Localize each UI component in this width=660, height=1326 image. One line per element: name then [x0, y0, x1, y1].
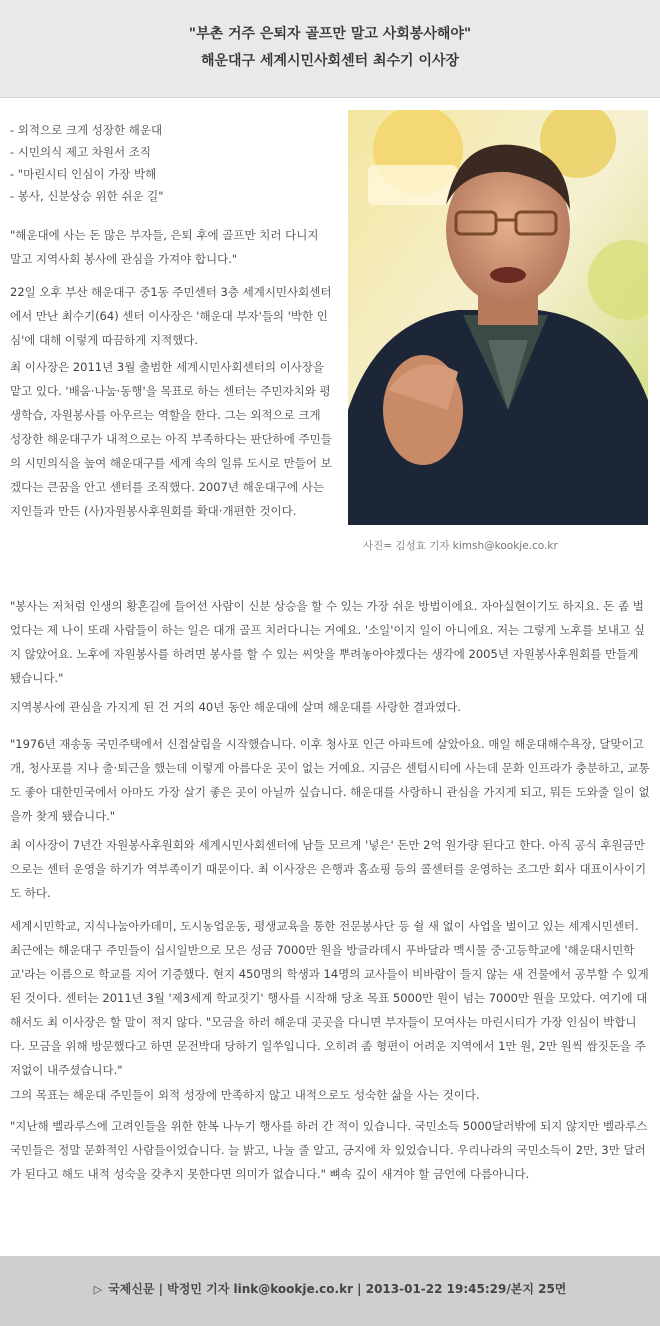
side-paragraph [10, 223, 332, 271]
article-paragraph [10, 914, 650, 1082]
interview-photo [348, 110, 648, 525]
article-paragraph [10, 732, 650, 828]
paragraph-text: 지역봉사에 관심을 가지게 된 건 거의 40년 동안 해운대에 살며 해운대를 사랑한 결과였다. [10, 700, 461, 714]
article-footer [0, 1256, 660, 1326]
triangle-right-icon: ▷ [93, 1283, 103, 1296]
photo-caption: 사진= 김성효 기자 kimsh@kookje.co.kr [363, 540, 558, 552]
article-paragraph [10, 833, 650, 905]
paragraph-text: "봉사는 저처럼 인생의 황혼길에 들어선 사람이 신분 상승을 할 수 있는 가장 쉬운 방법이에요. 자아실현이기도 하지요. 돈 좀 벌었다는 제 나이 또래 사람들이 하는 일은 대개 골프 치러다니는 거예요. '소일'이지 일이 아니에요. 저는 그렇게 노후를 보내고 싶지 않았어요. 노후에 자원봉사를 하려면 봉사를 할 수 있는 씨앗을 뿌려놓아야겠다는 생각에 2005년 자원봉사후원회를 만들게 됐습니다." [10, 599, 645, 685]
summary-bullet: - 봉사, 신분상승 위한 쉬운 길" [10, 189, 164, 203]
paragraph-text: 최 이사장은 2011년 3월 출범한 세계시민사회센터의 이사장을 맡고 있다. '배움·나눔·동행'을 목표로 하는 센터는 주민자치와 평생학습, 자원봉사를 아우르는 역할을 한다. 그는 외적으로 크게 성장한 해운대구가 내적으로는 아직 부족하다는 판단하에 주민들의 시민의식을 높여 해운대구를 세계 속의 일류 도시로 만들어 보겠다는 큰꿈을 안고 센터를 조직했다. 2007년 해운대구에 사는 지인들과 만든 (사)자원봉사후원회를 확대·개편한 것이다. [10, 360, 332, 518]
paragraph-text: "1976년 재송동 국민주택에서 신접살림을 시작했습니다. 이후 청사포 인근 아파트에 살았아요. 매일 해운대해수욕장, 달맞이고개, 청사포를 지나 출·퇴근을 했는데 이렇게 아름다운 곳이 없는 거예요. 지금은 센텀시티에 사는데 문화 인프라가 충분하고, 교통도 좋아 대한민국에서 아마도 가장 살기 좋은 곳이 아닐까 싶습니다. 해운대를 사랑하니 관심을 가지게 되고, 뭐든 도와줄 일이 없을까 찾게 됐습니다." [10, 737, 650, 823]
headline-subtitle: 해운대구 세계시민사회센터 최수기 이사장 [200, 53, 460, 69]
side-paragraph [10, 355, 332, 547]
headline-box [0, 0, 660, 98]
article-paragraph [10, 1083, 650, 1107]
footer-line [0, 1280, 660, 1297]
side-paragraph [10, 280, 332, 352]
portrait-illustration [348, 110, 648, 525]
paragraph-text: 그의 목표는 해운대 주민들이 외적 성장에 만족하지 않고 내적으로도 성숙한 삶을 사는 것이다. [10, 1088, 480, 1102]
summary-bullet: - 시민의식 제고 차원서 조직 [10, 145, 151, 159]
paragraph-text: 최 이사장이 7년간 자원봉사후원회와 세계시민사회센터에 남들 모르게 '넣은' 돈만 2억 원가량 된다고 한다. 아직 공식 후원금만으로는 센터 운영을 하기가 역부족이기 때문이다. 최 이사장은 은행과 홈쇼핑 등의 콜센터를 운영하는 조그만 회사 대표이사이기도 하다. [10, 838, 647, 900]
article-paragraph [10, 594, 650, 690]
summary-bullet: - 외적으로 크게 성장한 해운대 [10, 123, 163, 137]
footer-text: 국제신문 | 박정민 기자 link@kookje.co.kr | 2013-01-22 19:45:29/본지 25면 [108, 1282, 567, 1296]
summary-bullet: - "마린시티 인심이 가장 박해 [10, 167, 157, 181]
paragraph-text: 22일 오후 부산 해운대구 중1동 주민센터 3층 세계시민사회센터에서 만난 최수기(64) 센터 이사장은 '해운대 부자'들의 '박한 인심'에 대해 이렇게 따끔하게 지적했다. [10, 285, 332, 347]
paragraph-text: 세계시민학교, 지식나눔아카데미, 도시농업운동, 평생교육을 통한 전문봉사단 등 쉴 새 없이 사업을 벌이고 있는 세계시민센터. 최근에는 해운대구 주민들이 십시일반으로 모은 성금 7000만 원을 방글라데시 푸바달라 멕시물 중·고등학교에 '해운대시민학교'라는 이름으로 학교를 지어 기증했다. 현지 450명의 학생과 14명의 교사들이 비바람이 들지 않는 새 건물에서 공부할 수 있게 된 것이다. 센터는 2011년 3월 '제3세계 학교짓기' 행사를 시작해 당초 목표 5000만 원이 넘는 7000만 원을 모았다. 여기에 대해서도 최 이사장은 할 말이 적지 않다. "모금을 하러 해운대 곳곳을 다니면 부자들이 모여사는 마린시티가 가장 인심이 박합니다. 모금을 위해 방문했다고 하면 문전박대 당하기 일쑤입니다. 오히려 좀 형편이 어려운 지역에서 1만 원, 2만 원씩 쌈짓돈을 주저없이 내주셨습니다." [10, 919, 649, 1077]
paragraph-text: "지난해 벨라루스에 고려인들을 위한 한복 나누기 행사를 하러 간 적이 있습니다. 국민소득 5000달러밖에 되지 않지만 벨라루스 국민들은 정말 문화적인 사람들이었습니다. 늘 밝고, 나눌 줄 알고, 긍지에 차 있었습니다. 우리나라의 국민소득이 2만, 3만 달러가 된다고 해도 내적 성숙을 갖추지 못한다면 의미가 없습니다." 뼈속 깊이 새겨야 할 금언에 다름아니다. [10, 1119, 648, 1181]
summary-bullets [10, 119, 340, 207]
article-paragraph [10, 695, 650, 719]
paragraph-text: "해운대에 사는 돈 많은 부자들, 은퇴 후에 골프만 치러 다니지 말고 지역사회 봉사에 관심을 가져야 합니다." [10, 228, 319, 266]
article-paragraph [10, 1114, 650, 1210]
headline-title: "부촌 거주 은퇴자 골프만 말고 사회봉사해야" [188, 26, 472, 42]
